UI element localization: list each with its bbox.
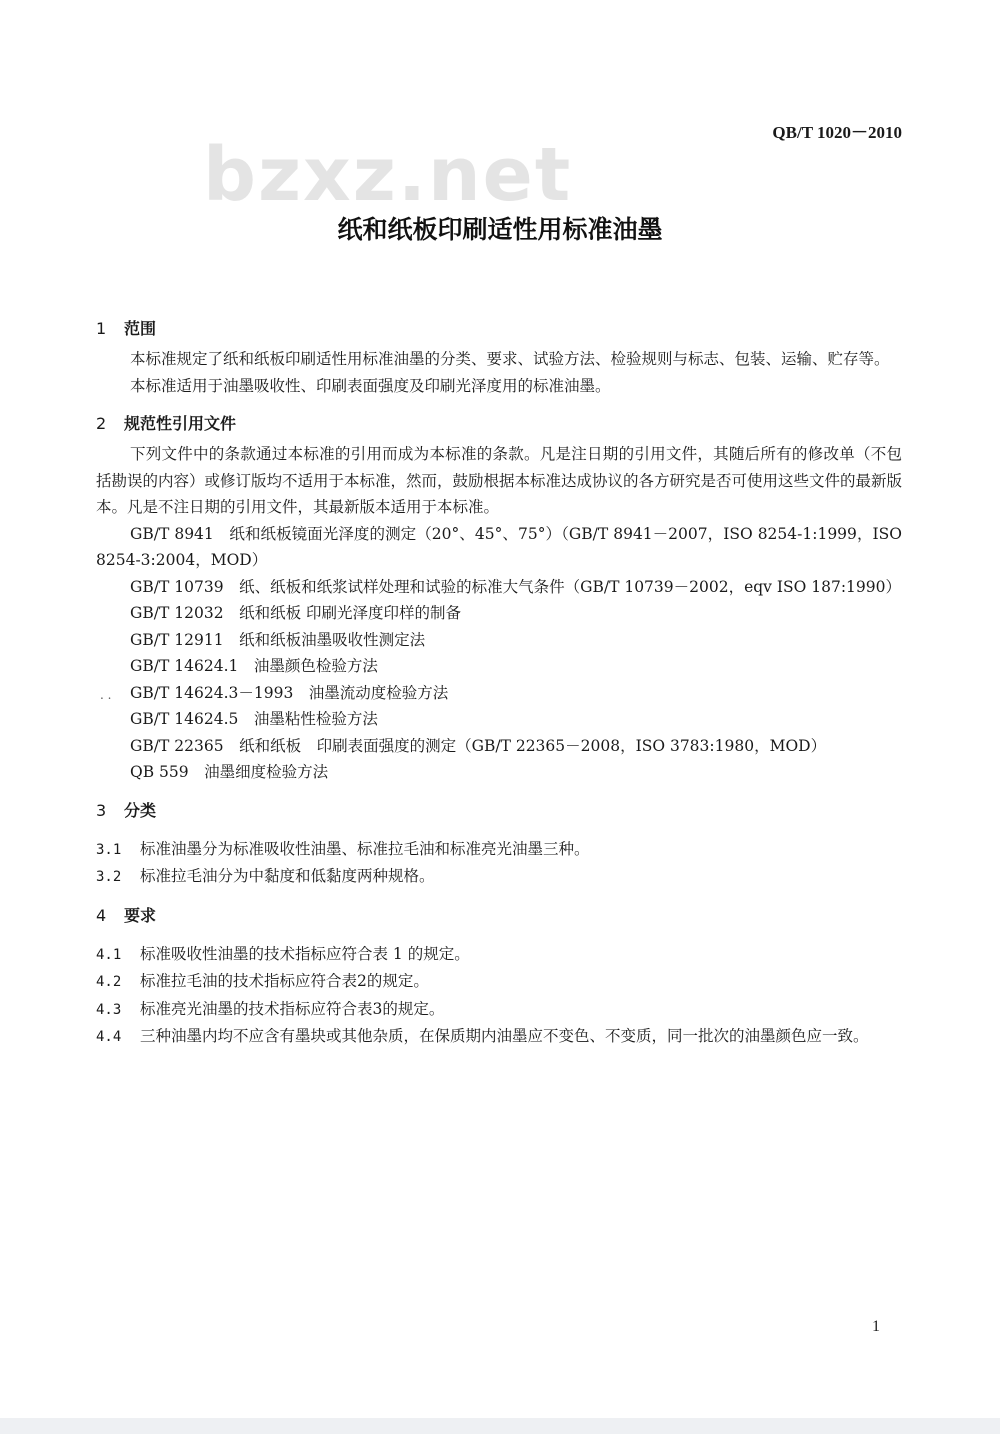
clause-number: 4.3 (96, 1001, 122, 1018)
section-heading-scope (96, 316, 902, 342)
section-number: 1 (96, 319, 107, 338)
clause-text: 标准拉毛油的技术指标应符合表2的规定。 (140, 972, 429, 990)
section-title: 分类 (124, 800, 157, 820)
reference-item: GB/T 8941 纸和纸板镜面光泽度的测定（20°、45°、75°）（GB/T 8941－2007，ISO 8254-1:1999，ISO 8254-3:2004，MOD） (96, 524, 902, 569)
clause-text: 标准吸收性油墨的技术指标应符合表 1 的规定。 (140, 944, 470, 963)
section-heading-classification (96, 798, 902, 824)
watermark: bzxz.net (203, 132, 573, 218)
section-number: 3 (96, 800, 107, 820)
margin-dots: . . (100, 688, 112, 702)
section-heading-references (96, 411, 902, 437)
reference-item: GB/T 12032 纸和纸板 印刷光泽度印样的制备 (130, 604, 461, 622)
scope-paragraph-2: 本标准适用于油墨吸收性、印刷表面强度及印刷光泽度用的标准油墨。 (130, 376, 611, 395)
reference-item: GB/T 14624.5 油墨粘性检验方法 (130, 710, 378, 728)
clause (96, 1023, 902, 1051)
section-title: 要求 (124, 905, 157, 925)
references-intro: 下列文件中的条款通过本标准的引用而成为本标准的条款。凡是注日期的引用文件，其随后所有的修改单（不包括勘误的内容）或修订版均不适用于本标准，然而，鼓励根据本标准达成协议的各方研究是否可使用这些文件的最新版本。凡是不注日期的引用文件，其最新版本适用于本标准。 (96, 445, 903, 516)
section-title: 范围 (124, 319, 157, 338)
clause-number: 3.1 (96, 841, 122, 858)
clause-text: 三种油墨内均不应含有墨块或其他杂质，在保质期内油墨应不变色、不变质，同一批次的油墨颜色应一致。 (140, 1027, 869, 1045)
clause-text: 标准亮光油墨的技术指标应符合表3的规定。 (140, 999, 445, 1018)
standard-code: QB/T 1020－2010 (772, 123, 902, 142)
clause (96, 996, 902, 1024)
page-number: 1 (872, 1318, 880, 1335)
clause-number: 3.2 (96, 869, 122, 885)
section-heading-requirements (96, 903, 902, 929)
reference-item: GB/T 12911 纸和纸板油墨吸收性测定法 (130, 630, 426, 649)
document-body (96, 316, 902, 1051)
section-number: 4 (96, 905, 107, 925)
section-number: 2 (96, 414, 107, 433)
clause-text: 标准拉毛油分为中黏度和低黏度两种规格。 (140, 867, 435, 885)
clause-number: 4.4 (96, 1029, 122, 1045)
reference-item: GB/T 22365 纸和纸板 印刷表面强度的测定（GB/T 22365－2008，ISO 3783:1980，MOD） (130, 736, 827, 755)
clause-text: 标准油墨分为标准吸收性油墨、标准拉毛油和标准亮光油墨三种。 (140, 839, 590, 858)
clause (96, 863, 902, 891)
document-title: 纸和纸板印刷适性用标准油墨 (337, 215, 663, 244)
reference-item: GB/T 10739 纸、纸板和纸浆试样处理和试验的标准大气条件（GB/T 10739－2002，eqv ISO 187:1990） (130, 577, 901, 596)
clause (96, 836, 902, 864)
clause (96, 968, 902, 996)
clause (96, 941, 902, 969)
scope-paragraph-1: 本标准规定了纸和纸板印刷适性用标准油墨的分类、要求、试验方法、检验规则与标志、包装、运输、贮存等。 (130, 350, 890, 368)
clause-number: 4.1 (96, 946, 122, 963)
clause-number: 4.2 (96, 974, 122, 990)
reference-item: QB 559 油墨细度检验方法 (130, 763, 329, 781)
reference-item: GB/T 14624.1 油墨颜色检验方法 (130, 657, 378, 675)
reference-item: GB/T 14624.3－1993 油墨流动度检验方法 (130, 683, 449, 702)
section-title: 规范性引用文件 (124, 414, 237, 433)
viewer-bottom-bar (0, 1418, 1000, 1434)
